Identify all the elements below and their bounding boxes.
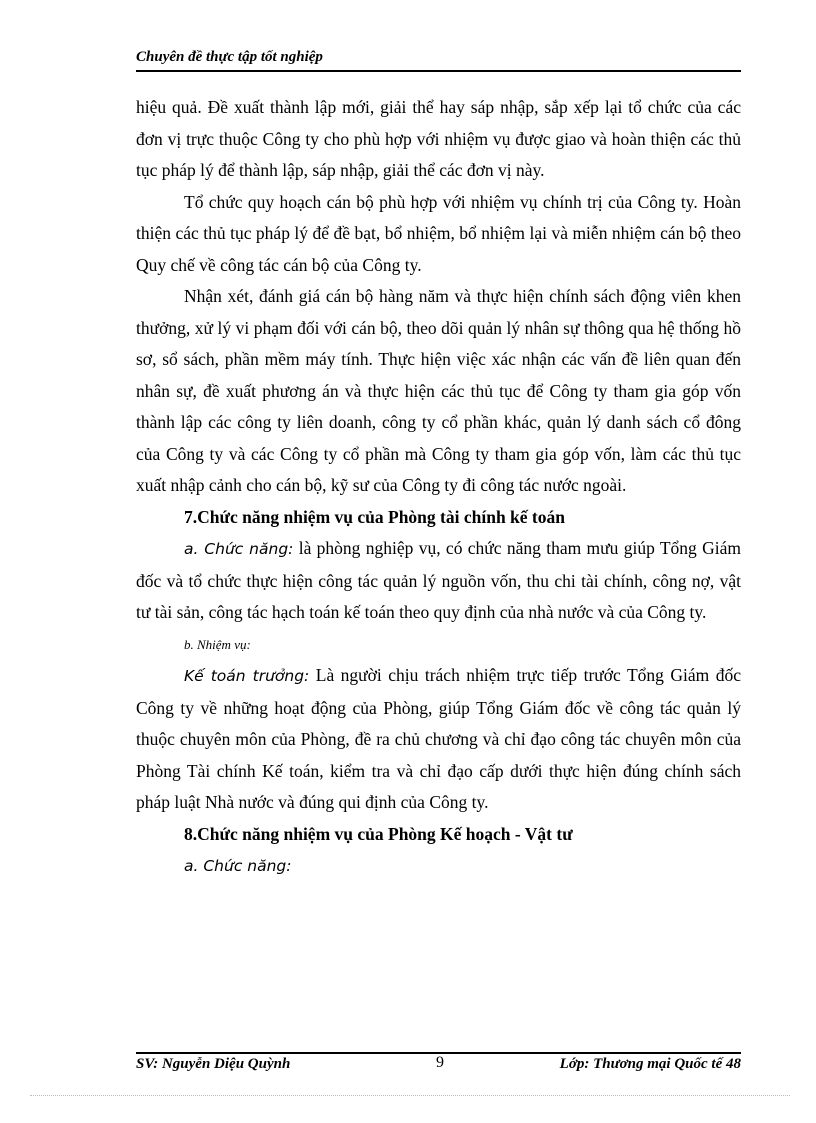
header-rule xyxy=(136,70,741,72)
chief-accountant-text: Là người chịu trách nhiệm trực tiếp trước Tổng Giám đốc Công ty về những hoạt động của Phòng, giúp Tổng Giám đốc về công tác quản lý thuộc chuyên môn của Phòng, đề ra chủ chương và chỉ đạo công tác chuyên môn của Phòng Tài chính Kế toán, kiểm tra và chỉ đạo cấp dưới thực hiện đúng chính sách pháp luật Nhà nước và đúng qui định của Công ty. xyxy=(136,665,741,812)
section-7-duties-label: b. Nhiệm vụ: xyxy=(184,636,251,652)
footer-page-number: 9 xyxy=(436,1054,444,1071)
chief-accountant-paragraph xyxy=(136,660,741,819)
section-8-function-paragraph xyxy=(136,850,741,883)
footer-class-name: Lớp: Thương mại Quốc tế 48 xyxy=(559,1056,741,1072)
paragraph-3: Nhận xét, đánh giá cán bộ hàng năm và thực hiện chính sách động viên khen thưởng, xử lý vi phạm đối với cán bộ, theo dõi quản lý nhân sự thông qua hệ thống hồ sơ, sổ sách, phần mềm máy tính. Thực hiện việc xác nhận các vấn đề liên quan đến nhân sự, đề xuất phương án và thực hiện các thủ tục để Công ty tham gia góp vốn thành lập các công ty liên doanh, công ty cổ phần khác, quản lý danh sách cổ đông của Công ty và các Công ty cổ phần mà Công ty tham gia góp vốn, làm các thủ tục xuất nhập cảnh cho cán bộ, kỹ sư của Công ty đi công tác nước ngoài. xyxy=(136,286,741,495)
section-8-heading: 8.Chức năng nhiệm vụ của Phòng Kế hoạch - Vật tư xyxy=(184,823,573,844)
chief-accountant-label: Kế toán trưởng: xyxy=(184,667,310,685)
section-8-function-label: a. Chức năng: xyxy=(184,857,292,875)
section-7-function-label: a. Chức năng: xyxy=(184,540,294,558)
section-7-function-text: là phòng nghiệp vụ, có chức năng tham mưu giúp Tổng Giám đốc và tổ chức thực hiện công tác quản lý nguồn vốn, thu chi tài chính, công nợ, vật tư tài sản, công tác hạch toán kế toán theo quy định của nhà nước và của Công ty. xyxy=(136,538,741,622)
footer-student-name: SV: Nguyễn Diệu Quỳnh xyxy=(136,1056,291,1072)
paragraph-1: hiệu quả. Đề xuất thành lập mới, giải thể hay sáp nhập, sắp xếp lại tổ chức của các đơn vị trực thuộc Công ty cho phù hợp với nhiệm vụ được giao và hoàn thiện các thủ tục pháp lý để thành lập, sáp nhập, giải thể các đơn vị này. xyxy=(136,97,741,180)
paragraph-2: Tổ chức quy hoạch cán bộ phù hợp với nhiệm vụ chính trị của Công ty. Hoàn thiện các thủ tục pháp lý để đề bạt, bổ nhiệm, bổ nhiệm lại và miễn nhiệm cán bộ theo Quy chế về công tác cán bộ của Công ty. xyxy=(136,191,741,275)
document-body xyxy=(136,92,741,883)
page-header: Chuyên đề thực tập tốt nghiệp xyxy=(136,49,323,65)
page-footer xyxy=(136,1056,741,1078)
section-7-function-paragraph xyxy=(136,533,741,629)
page-bottom-dotted-line xyxy=(30,1095,790,1096)
section-7-heading: 7.Chức năng nhiệm vụ của Phòng tài chính kế toán xyxy=(184,506,565,527)
